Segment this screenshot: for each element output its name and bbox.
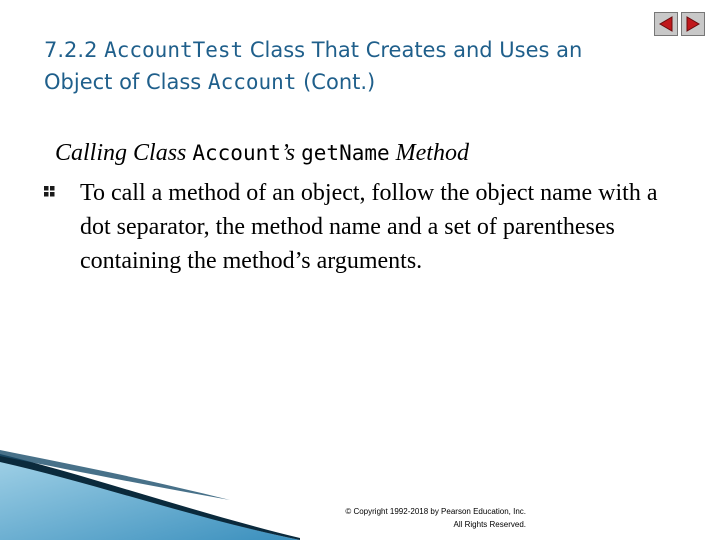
bullet-text: To call a method of an object, follow the object name with a dot separator, the method name and a set of parentheses containing the method’s arguments.	[80, 180, 658, 274]
bullet-icon	[44, 186, 55, 197]
previous-slide-button[interactable]	[654, 12, 678, 36]
copyright-line-1: © Copyright 1992-2018 by Pearson Education, Inc.	[345, 507, 526, 516]
title-code-account: Account	[207, 70, 297, 94]
decorative-swoosh	[0, 440, 300, 540]
slide-title	[44, 34, 654, 98]
title-suffix: (Cont.)	[296, 70, 376, 94]
subheading-mid: ’s	[280, 140, 302, 166]
section-subheading	[55, 140, 469, 167]
copyright-notice	[300, 505, 526, 531]
subheading-code-account: Account	[192, 141, 281, 165]
subheading-code-getname: getName	[301, 141, 390, 165]
slide-navigation	[654, 12, 705, 36]
copyright-line-2: All Rights Reserved.	[453, 520, 526, 529]
title-code-accounttest: AccountTest	[104, 38, 244, 62]
title-middle: Class That Creates and Uses an Object of Class	[44, 38, 583, 94]
triangle-right-icon	[684, 15, 702, 33]
triangle-left-icon	[657, 15, 675, 33]
next-slide-button[interactable]	[681, 12, 705, 36]
title-prefix: 7.2.2	[44, 38, 105, 62]
subheading-suffix: Method	[389, 140, 469, 166]
subheading-prefix: Calling Class	[55, 140, 193, 166]
